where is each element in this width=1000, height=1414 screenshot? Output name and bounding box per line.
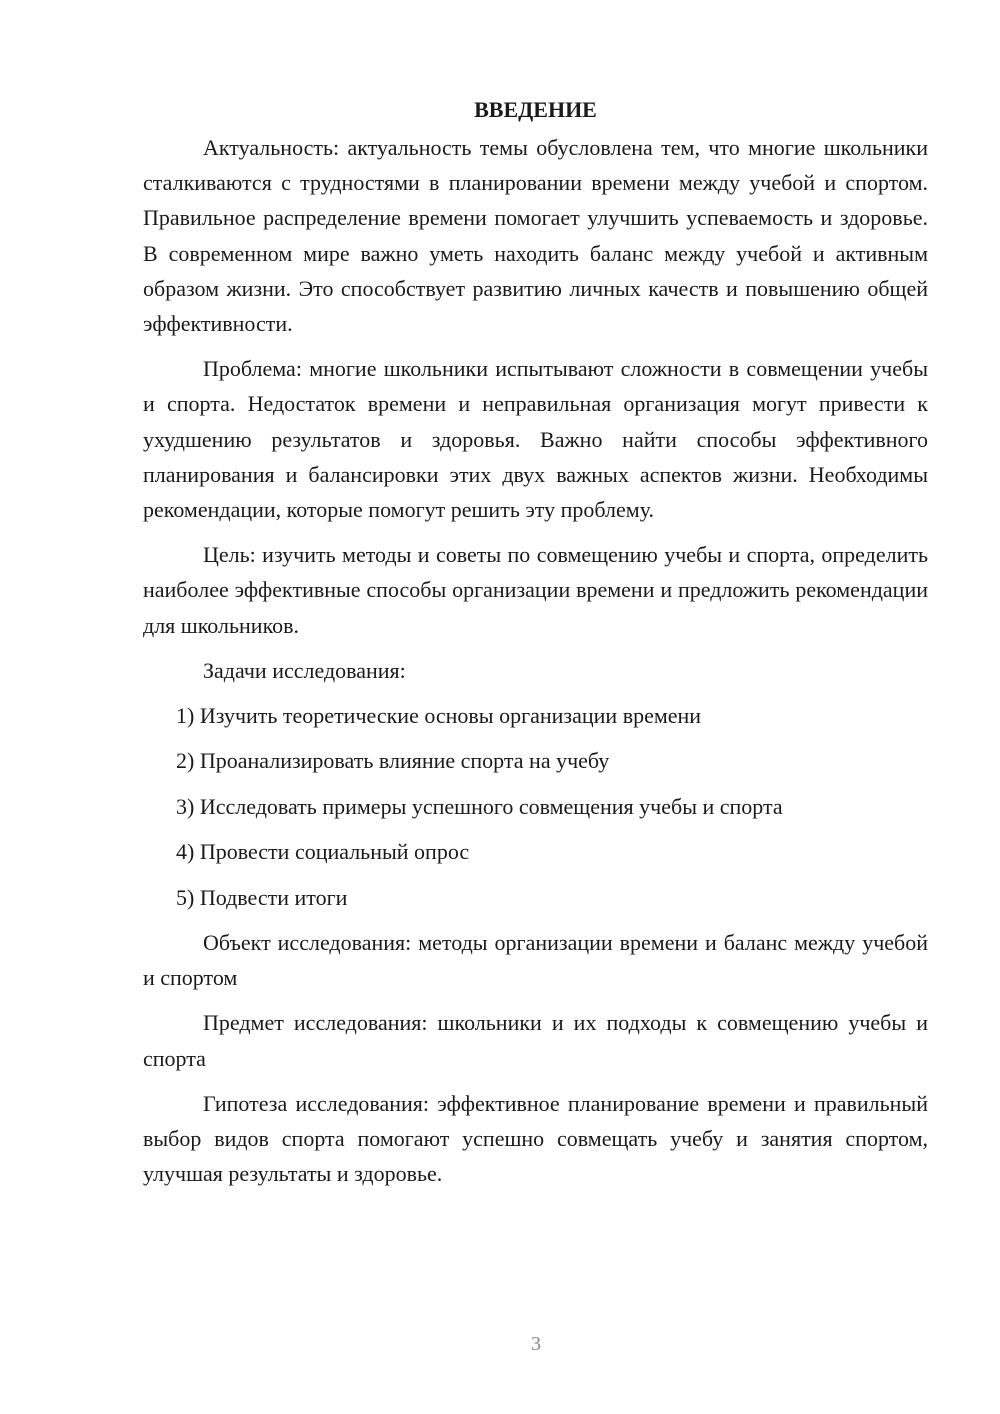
task-list	[143, 698, 928, 915]
tasks-heading: Задачи исследования:	[203, 657, 406, 683]
paragraph-subject: Предмет исследования: школьники и их подходы к совмещению учебы и спорта	[143, 1010, 928, 1071]
task-item: 3) Исследовать примеры успешного совмещения учебы и спорта	[176, 793, 783, 819]
paragraph-hypothesis: Гипотеза исследования: эффективное планирование времени и правильный выбор видов спорта помогают успешно совмещать учебу и занятия спортом, улучшая результаты и здоровье.	[143, 1090, 928, 1187]
paragraph-problem: Проблема: многие школьники испытывают сложности в совмещении учебы и спорта. Недостаток времени и неправильная организация могут привести к ухудшению результатов и здоровья. Важно найти способы эффективного планирования и балансировки этих двух важных аспектов жизни. Необходимы рекомендации, которые помогут решить эту проблему.	[143, 356, 928, 523]
task-item: 1) Изучить теоретические основы организации времени	[176, 703, 702, 729]
task-item: 5) Подвести итоги	[176, 884, 348, 910]
page-number: 3	[531, 1333, 541, 1355]
paragraph-relevance: Актуальность: актуальность темы обусловлена тем, что многие школьники сталкиваются с трудностями в планировании времени между учебой и спортом. Правильное распределение времени помогает улучшить успеваемость и здоровье. В современном мире важно уметь находить баланс между учебой и активным образом жизни. Это способствует развитию личных качеств и повышению общей эффективности.	[143, 135, 928, 337]
paragraph-object: Объект исследования: методы организации времени и баланс между учебой и спортом	[143, 930, 928, 991]
task-item: 4) Провести социальный опрос	[176, 839, 470, 865]
task-item: 2) Проанализировать влияние спорта на учебу	[176, 748, 610, 774]
section-heading: ВВЕДЕНИЕ	[474, 97, 597, 122]
paragraph-goal: Цель: изучить методы и советы по совмещению учебы и спорта, определить наиболее эффективные способы организации времени и предложить рекомендации для школьников.	[143, 542, 928, 638]
document-page	[143, 94, 928, 1201]
